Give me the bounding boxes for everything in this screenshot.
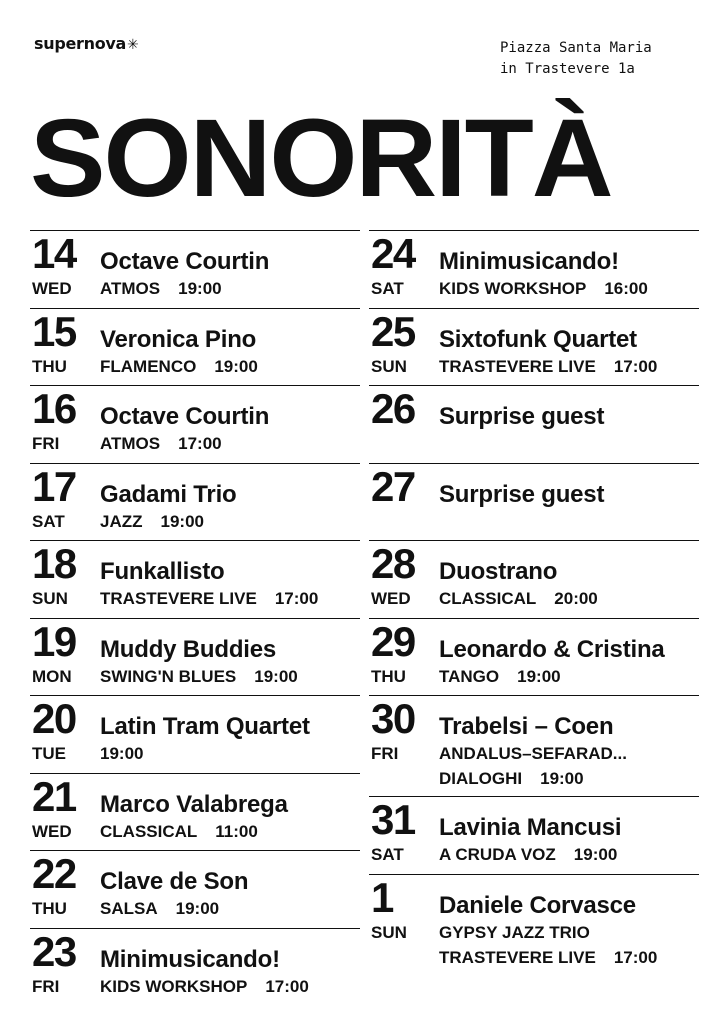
event-performer: Sixtofunk Quartet — [439, 325, 637, 353]
event-weekday: FRI — [371, 744, 399, 763]
page-title: SONORITÀ — [30, 97, 612, 220]
event-day: 16 — [32, 385, 76, 432]
event-performer: Octave Courtin — [100, 403, 270, 430]
event-genre-2: DIALOGHI — [439, 769, 523, 788]
event-genre: TRASTEVERE LIVE — [439, 356, 596, 376]
event-entry — [30, 463, 360, 541]
event-day: 28 — [371, 540, 415, 587]
event-entry — [369, 463, 699, 541]
event-day: 26 — [371, 385, 415, 432]
event-day: 18 — [32, 540, 76, 587]
event-genre: SWING'N BLUES — [100, 666, 237, 686]
event-entry — [30, 695, 360, 773]
event-entry — [369, 618, 699, 696]
event-entry — [30, 385, 360, 463]
supernova-logo — [34, 34, 138, 53]
event-weekday: WED — [32, 279, 72, 298]
event-performer: Lavinia Mancusi — [439, 814, 622, 841]
event-day: 19 — [32, 617, 76, 665]
event-time: 19:00 — [214, 356, 258, 376]
address-line-2: in Trastevere 1a — [500, 61, 635, 77]
event-day: 20 — [32, 695, 76, 742]
event-weekday: THU — [32, 356, 67, 376]
event-performer: Surprise guest — [439, 480, 605, 508]
event-time: 20:00 — [554, 589, 598, 608]
event-weekday: SUN — [371, 922, 407, 942]
event-day: 15 — [32, 307, 76, 355]
event-time: 19:00 — [517, 666, 561, 686]
event-time: 17:00 — [178, 434, 222, 453]
event-entry — [369, 695, 699, 796]
event-entry — [30, 540, 360, 618]
event-day: 24 — [371, 230, 415, 277]
event-genre-2: TRASTEVERE LIVE — [439, 947, 596, 967]
event-entry — [369, 874, 699, 978]
event-day: 25 — [371, 307, 415, 355]
event-weekday: MON — [32, 666, 72, 686]
event-genre: TRASTEVERE LIVE — [100, 589, 257, 608]
event-entry — [30, 773, 360, 851]
event-time: 17:00 — [265, 976, 309, 996]
event-weekday: WED — [32, 821, 72, 841]
event-day: 31 — [371, 796, 415, 843]
event-genre: SALSA — [100, 899, 158, 918]
event-performer: Muddy Buddies — [100, 635, 277, 663]
event-genre: ATMOS — [100, 434, 161, 453]
event-performer: Veronica Pino — [100, 325, 257, 353]
event-entry — [30, 850, 360, 928]
event-time: 19:00 — [573, 845, 618, 864]
event-time: 19:00 — [175, 899, 220, 918]
event-weekday: SUN — [371, 356, 407, 376]
event-weekday: SAT — [371, 845, 404, 864]
schedule-column-right — [369, 230, 699, 978]
event-day: 17 — [32, 462, 76, 510]
event-genre: KIDS WORKSHOP — [100, 976, 248, 996]
event-day: 27 — [371, 462, 415, 510]
event-performer: Funkallisto — [100, 558, 225, 585]
event-day: 1 — [371, 873, 393, 921]
event-time: 19:00 — [100, 744, 144, 763]
event-performer: Marco Valabrega — [100, 790, 288, 818]
event-time: 19:00 — [254, 666, 298, 686]
event-entry — [30, 230, 360, 308]
event-genre: FLAMENCO — [100, 356, 197, 376]
event-day: 30 — [371, 695, 415, 742]
event-performer: Minimusicando! — [100, 945, 280, 973]
event-weekday: FRI — [32, 976, 60, 996]
event-entry — [30, 618, 360, 696]
event-entry — [369, 796, 699, 874]
event-performer: Surprise guest — [439, 403, 605, 430]
event-time: 11:00 — [215, 821, 258, 841]
event-time: 17:00 — [613, 356, 658, 376]
event-entry — [30, 928, 360, 1028]
event-performer: Leonardo & Cristina — [439, 635, 665, 663]
event-time: 17:00 — [274, 589, 319, 608]
star-icon: ✳ — [127, 37, 139, 53]
event-performer: Clave de Son — [100, 868, 249, 895]
schedule-column-left — [30, 230, 360, 1028]
event-weekday: TUE — [32, 744, 66, 763]
event-genre: CLASSICAL — [439, 589, 537, 608]
event-time: 19:00 — [178, 279, 222, 298]
venue-address — [500, 38, 710, 80]
event-genre: GYPSY JAZZ TRIO — [439, 922, 590, 942]
event-genre: ANDALUS–SEFARAD... — [439, 744, 627, 763]
event-weekday: SUN — [32, 589, 68, 608]
event-genre: CLASSICAL — [100, 821, 198, 841]
event-genre: TANGO — [439, 666, 500, 686]
event-weekday: FRI — [32, 434, 60, 453]
event-weekday: SAT — [371, 279, 404, 298]
event-performer: Octave Courtin — [100, 248, 270, 275]
event-performer: Gadami Trio — [100, 480, 237, 508]
event-weekday: THU — [371, 666, 406, 686]
address-line-1: Piazza Santa Maria — [500, 40, 652, 56]
event-performer: Duostrano — [439, 558, 558, 585]
event-entry — [369, 230, 699, 308]
event-entry — [369, 385, 699, 463]
event-weekday: WED — [371, 589, 411, 608]
event-entry — [369, 540, 699, 618]
event-weekday: THU — [32, 899, 67, 918]
event-day: 29 — [371, 617, 415, 665]
event-weekday: SAT — [32, 511, 65, 531]
event-entry — [369, 308, 699, 386]
event-performer: Minimusicando! — [439, 248, 619, 275]
event-time: 17:00 — [613, 947, 658, 967]
event-time: 19:00 — [160, 511, 204, 531]
event-performer: Daniele Corvasce — [439, 891, 636, 919]
event-genre: A CRUDA VOZ — [439, 845, 556, 864]
event-time: 16:00 — [604, 279, 648, 298]
logo-text: supernova — [34, 34, 127, 53]
event-entry — [30, 308, 360, 386]
event-day: 23 — [32, 927, 76, 975]
event-day: 21 — [32, 772, 76, 820]
event-performer: Latin Tram Quartet — [100, 713, 310, 740]
event-day: 14 — [32, 230, 76, 277]
event-day: 22 — [32, 850, 76, 897]
event-performer: Trabelsi – Coen — [439, 713, 614, 740]
event-genre: JAZZ — [100, 511, 143, 531]
event-genre: ATMOS — [100, 279, 161, 298]
event-time: 19:00 — [540, 769, 584, 788]
event-genre: KIDS WORKSHOP — [439, 279, 587, 298]
